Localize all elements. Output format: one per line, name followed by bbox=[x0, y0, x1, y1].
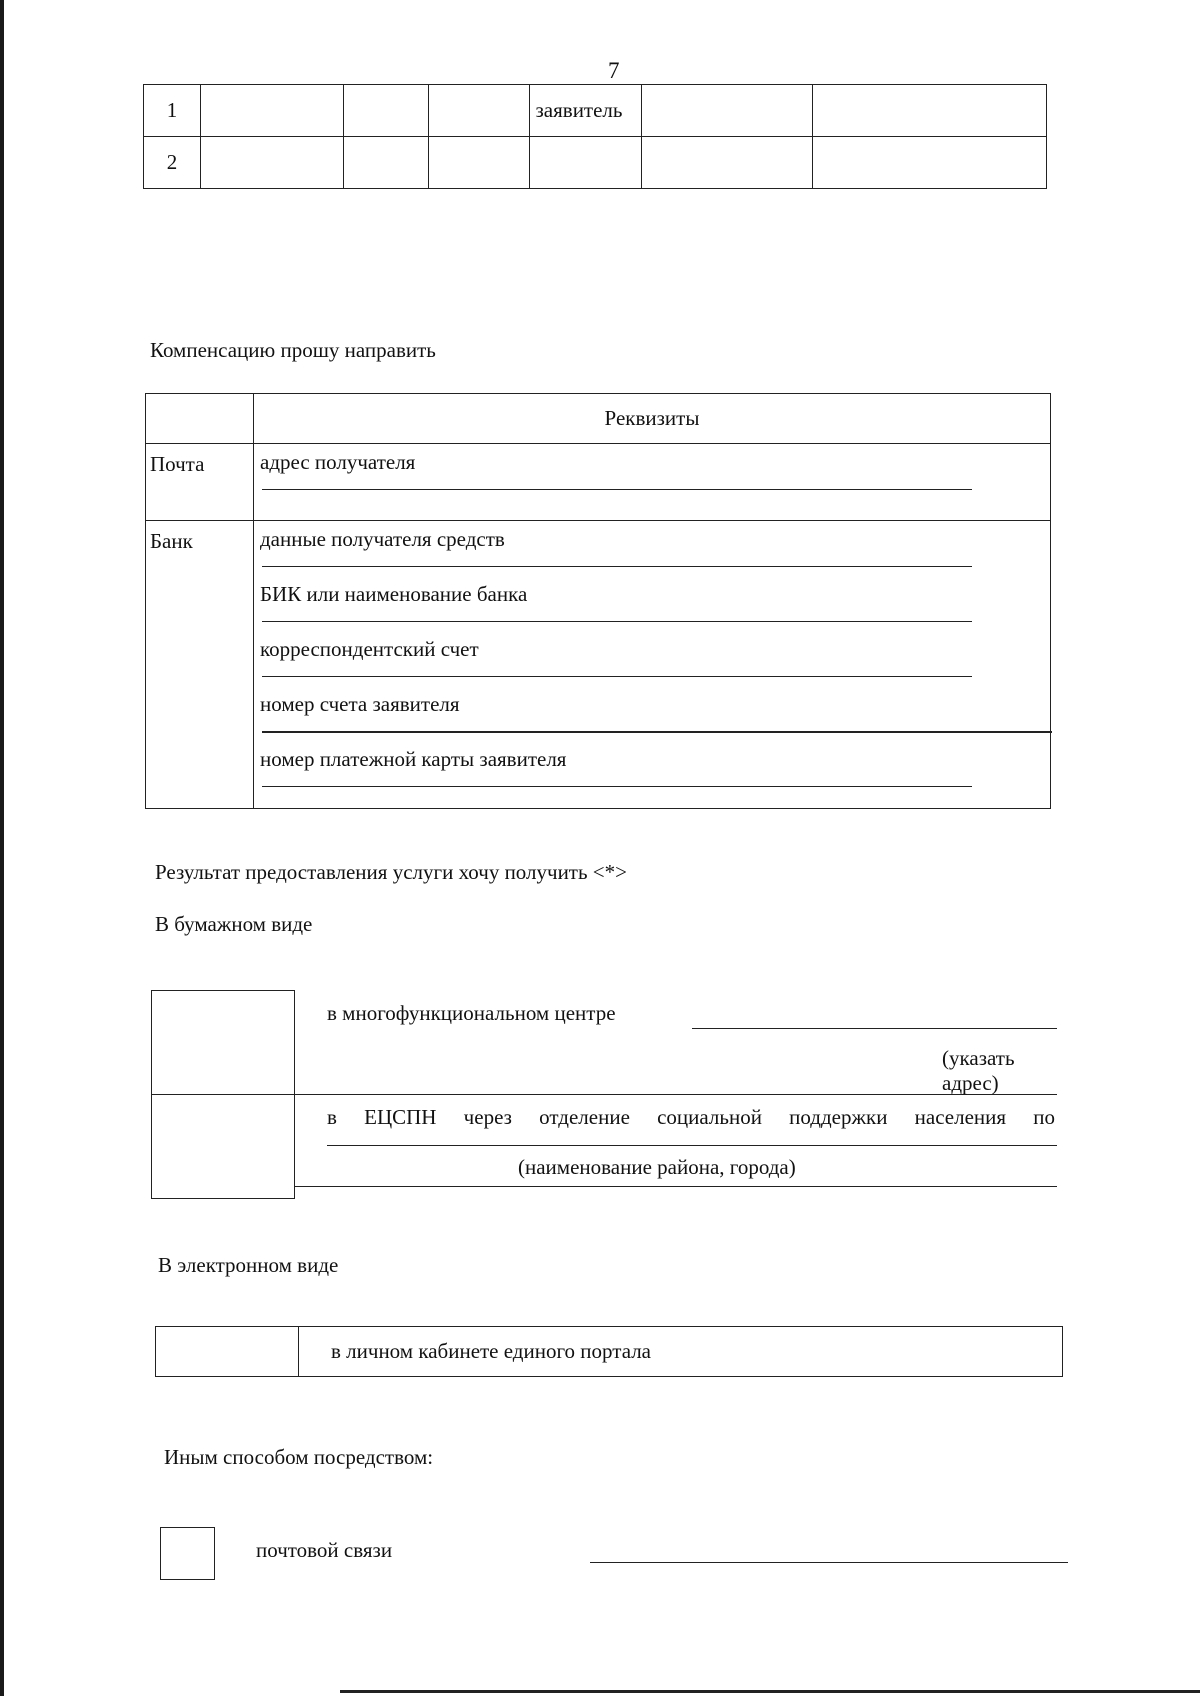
ecspn-note: (наименование района, города) bbox=[518, 1155, 796, 1179]
table-row bbox=[144, 85, 1047, 137]
row-number: 2 bbox=[144, 137, 201, 189]
bank-label: Банк bbox=[146, 521, 254, 809]
field-label: корреспондентский счет bbox=[260, 637, 479, 661]
ecspn-checkbox[interactable] bbox=[152, 1095, 295, 1199]
fill-line bbox=[262, 731, 1052, 733]
field-label: БИК или наименование банка bbox=[260, 582, 528, 606]
bottom-rule bbox=[295, 1186, 1057, 1187]
table-row bbox=[146, 394, 1051, 444]
account-number-field[interactable] bbox=[260, 692, 1044, 747]
applicants-table bbox=[143, 84, 1047, 189]
portal-checkbox[interactable] bbox=[156, 1327, 299, 1377]
page-number: 7 bbox=[608, 58, 620, 83]
recipient-data-field[interactable] bbox=[260, 527, 1044, 582]
mfc-checkbox[interactable] bbox=[152, 991, 295, 1095]
compensation-intro: Компенсацию прошу направить bbox=[150, 338, 436, 362]
table-cell[interactable] bbox=[642, 137, 813, 189]
bank-fields bbox=[254, 521, 1051, 809]
correspondent-account-field[interactable] bbox=[260, 637, 1044, 692]
header-blank-cell bbox=[146, 394, 254, 444]
other-title: Иным способом посредством: bbox=[164, 1445, 434, 1469]
field-label: адрес получателя bbox=[260, 450, 416, 474]
fill-line bbox=[262, 786, 972, 787]
fill-line bbox=[262, 489, 972, 490]
table-cell[interactable] bbox=[343, 85, 428, 137]
fill-line bbox=[262, 566, 972, 567]
table-cell[interactable] bbox=[428, 137, 529, 189]
mfc-note: (указать адрес) bbox=[942, 1045, 1015, 1095]
postal-line[interactable] bbox=[590, 1562, 1068, 1563]
result-title: Результат предоставления услуги хочу получить <*> bbox=[155, 860, 627, 884]
fill-line bbox=[262, 676, 972, 677]
bik-field[interactable] bbox=[260, 582, 1044, 637]
paper-title: В бумажном виде bbox=[155, 912, 313, 936]
fill-line bbox=[262, 621, 972, 622]
table-cell[interactable] bbox=[642, 85, 813, 137]
table-cell[interactable] bbox=[343, 137, 428, 189]
postal-checkbox[interactable] bbox=[160, 1527, 215, 1580]
requisites-header: Реквизиты bbox=[254, 394, 1051, 444]
relation-cell: заявитель bbox=[529, 85, 642, 137]
table-cell[interactable] bbox=[813, 85, 1047, 137]
district-line[interactable] bbox=[327, 1145, 1057, 1146]
table-cell[interactable] bbox=[428, 85, 529, 137]
table-row bbox=[144, 137, 1047, 189]
mfc-address-line[interactable] bbox=[692, 1028, 1057, 1029]
requisites-table bbox=[145, 393, 1051, 809]
table-row bbox=[146, 521, 1051, 809]
row-number: 1 bbox=[144, 85, 201, 137]
mfc-label: в многофункциональном центре bbox=[327, 1000, 616, 1025]
table-row bbox=[156, 1327, 1063, 1377]
post-fields bbox=[254, 444, 1051, 521]
field-label: данные получателя средств bbox=[260, 527, 505, 551]
scan-edge-bottom bbox=[340, 1690, 1200, 1693]
paper-options-table bbox=[151, 990, 1057, 1199]
field-label: номер счета заявителя bbox=[260, 692, 460, 716]
table-row bbox=[152, 1095, 1058, 1199]
electronic-title: В электронном виде bbox=[158, 1253, 339, 1277]
table-cell[interactable] bbox=[200, 137, 343, 189]
scan-edge-left bbox=[0, 0, 4, 1696]
mfc-option bbox=[295, 991, 1058, 1095]
table-cell[interactable] bbox=[529, 137, 642, 189]
table-row bbox=[146, 444, 1051, 521]
card-number-field[interactable] bbox=[260, 747, 1044, 802]
table-cell[interactable] bbox=[200, 85, 343, 137]
ecspn-label: в ЕЦСПН через отделение социальной поддержки населения по bbox=[327, 1105, 1055, 1129]
field-label: номер платежной карты заявителя bbox=[260, 747, 567, 771]
post-address-field[interactable] bbox=[260, 450, 1044, 505]
portal-label: в личном кабинете единого портала bbox=[299, 1327, 1063, 1377]
post-label: Почта bbox=[146, 444, 254, 521]
ecspn-option bbox=[295, 1095, 1058, 1199]
table-cell[interactable] bbox=[813, 137, 1047, 189]
table-row bbox=[152, 991, 1058, 1095]
electronic-options-table bbox=[155, 1326, 1063, 1377]
postal-label: почтовой связи bbox=[256, 1538, 393, 1562]
